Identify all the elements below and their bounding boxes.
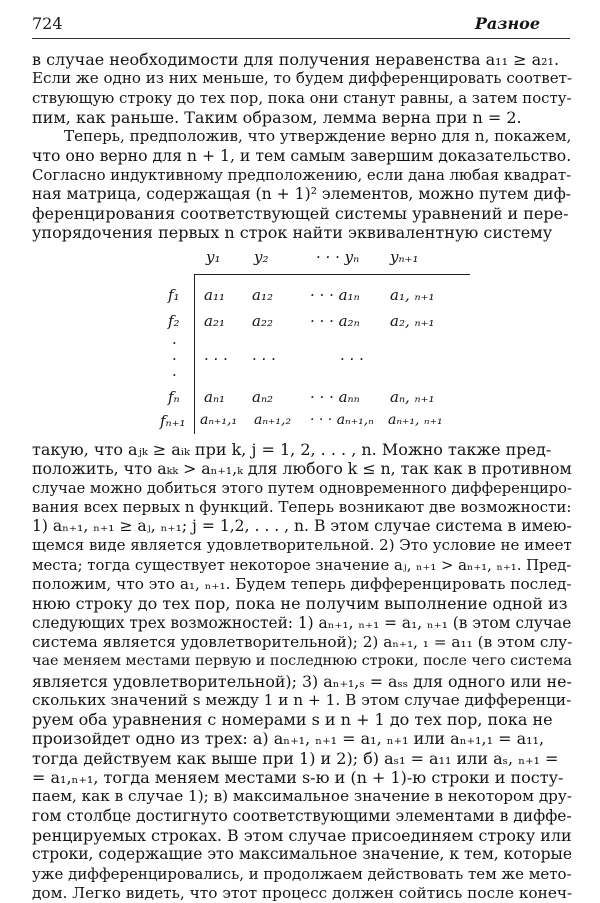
text-line: нюю строку до тех пор, пока не получим выполнение одной из: [32, 594, 568, 614]
text-line: произойдет одно из трех: а) aₙ₊₁, ₙ₊₁ = a₁, ₙ₊₁ или aₙ₊₁,₁ = a₁₁,: [32, 729, 545, 749]
column-header: · · · yₙ: [316, 248, 360, 266]
running-title: Разное: [474, 14, 540, 33]
matrix-cell: a₁₂: [252, 286, 273, 304]
matrix-cell: a₂₂: [252, 312, 273, 330]
text-line: система является удовлетворительной); 2) aₙ₊₁, ₁ = a₁₁ (в этом слу-: [32, 632, 572, 651]
column-header: y₁: [206, 248, 221, 266]
text-line: места; тогда существует некоторое значение aⱼ, ₙ₊₁ > aₙ₊₁, ₙ₊₁. Пред-: [32, 556, 572, 574]
row-label: fₙ: [168, 388, 180, 406]
paragraph-induction: [32, 127, 572, 243]
text-line: тогда действуем как выше при 1) и 2); б) aₛ₁ = a₁₁ или aₛ, ₙ₊₁ =: [32, 748, 559, 768]
text-line: ная матрица, содержащая (n + 1)² элементов, можно путем диф-: [32, 184, 572, 203]
text-line: в случае необходимости для получения неравенства a₁₁ ≥ a₂₁.: [32, 50, 560, 69]
system-matrix: [150, 246, 470, 436]
paragraph-proof: [32, 440, 572, 903]
matrix-cell: · · ·: [340, 350, 364, 368]
row-label: ·: [172, 366, 177, 384]
text-line: Теперь, предположив, что утверждение верно для n, покажем,: [64, 127, 572, 145]
page-header: [32, 14, 570, 36]
column-header: y₂: [254, 248, 269, 266]
matrix-cell: · · · aₙ₊₁,ₙ: [310, 412, 374, 428]
matrix-cell: aₙ₊₁,₂: [254, 412, 292, 428]
text-line: такую, что aⱼₖ ≥ aᵢₖ при k, j = 1, 2, . . . , n. Можно также пред-: [32, 440, 552, 459]
matrix-cell: a₂₁: [204, 312, 225, 330]
row-label: fₙ₊₁: [160, 412, 186, 430]
text-line: уже дифференцировались, и продолжаем действовать тем же мето-: [32, 864, 572, 883]
text-line: скольких значений s между 1 и n + 1. В этом случае дифференци-: [32, 690, 572, 709]
column-header: yₙ₊₁: [390, 248, 419, 266]
matrix-cell: aₙ, ₙ₊₁: [390, 388, 435, 406]
page-number: 724: [32, 14, 63, 33]
matrix-cell: · · ·: [252, 350, 276, 368]
matrix-cell: aₙ₊₁, ₙ₊₁: [388, 412, 443, 428]
matrix-cell: · · ·: [204, 350, 228, 368]
text-line: что оно верно для n + 1, и тем самым завершим доказательство.: [32, 146, 572, 166]
text-line: положить, что aₖₖ > aₙ₊₁,ₖ для любого k ≤ n, так как в противном: [32, 459, 572, 479]
matrix-cell: aₙ₊₁,₁: [200, 412, 238, 428]
text-line: Если же одно из них меньше, то будем дифференцировать соответ-: [32, 69, 572, 88]
text-line: = a₁,ₙ₊₁, тогда меняем местами s-ю и (n + 1)-ю строки и посту-: [32, 768, 564, 788]
text-line: является удовлетворительной); 3) aₙ₊₁,ₛ = aₛₛ для одного или не-: [32, 671, 572, 691]
text-line: упорядочения первых n строк найти эквивалентную систему: [32, 223, 553, 243]
text-line: пим, как раньше. Таким образом, лемма верна при n = 2.: [32, 107, 522, 127]
row-label: ·: [172, 334, 177, 352]
text-line: ференцирования соответствующей системы уравнений и пере-: [32, 204, 569, 224]
paragraph-lemma-end: [32, 50, 572, 127]
text-line: 1) aₙ₊₁, ₙ₊₁ ≥ aⱼ, ₙ₊₁; j = 1,2, . . . , n. В этом случае система в имею-: [32, 517, 572, 536]
text-line: паем, как в случае 1); в) максимальное значение в некотором дру-: [32, 787, 572, 806]
text-line: положим, что это a₁, ₙ₊₁. Будем теперь дифференцировать послед-: [32, 575, 572, 594]
text-line: гом столбце достигнуто соответствующими элементами в диффе-: [32, 806, 572, 825]
matrix-cell: aₙ₁: [204, 388, 226, 406]
text-line: следующих трех возможностей: 1) aₙ₊₁, ₙ₊₁ = a₁, ₙ₊₁ (в этом случае: [32, 613, 572, 632]
matrix-cell: · · · a₂ₙ: [310, 312, 360, 330]
row-label: ·: [172, 350, 177, 368]
text-line: случае можно добиться этого путем одновременного дифференциро-: [32, 479, 572, 497]
text-line: ствующую строку до тех пор, пока они станут равны, а затем посту-: [32, 88, 572, 107]
matrix-cell: a₁₁: [204, 286, 225, 304]
matrix-cell: a₁, ₙ₊₁: [390, 286, 435, 304]
text-line: ренцируемых строках. В этом случае присоединяем строку или: [32, 825, 572, 845]
header-rule: [32, 38, 570, 39]
text-line: строки, содержащие это максимальное значение, к тем, которые: [32, 845, 572, 864]
text-line: руем оба уравнения с номерами s и n + 1 до тех пор, пока не: [32, 710, 553, 730]
text-line: чае меняем местами первую и последнюю строки, после чего система: [32, 653, 572, 670]
text-line: щемся виде является удовлетворительной. 2) Это условие не имеет: [32, 536, 572, 555]
text-line: дом. Легко видеть, что этот процесс должен сойтись после конеч-: [32, 883, 572, 902]
row-label: f₂: [168, 312, 180, 330]
matrix-horizontal-rule: [194, 274, 470, 275]
matrix-vertical-rule: [194, 274, 195, 434]
matrix-cell: aₙ₂: [252, 388, 274, 406]
matrix-cell: · · · a₁ₙ: [310, 286, 360, 304]
matrix-cell: · · · aₙₙ: [310, 388, 360, 406]
row-label: f₁: [168, 286, 180, 304]
matrix-cell: a₂, ₙ₊₁: [390, 312, 435, 330]
text-line: Согласно индуктивному предположению, если дана любая квадрат-: [32, 165, 572, 184]
text-line: вания всех первых n функций. Теперь возникают две возможности:: [32, 497, 572, 516]
